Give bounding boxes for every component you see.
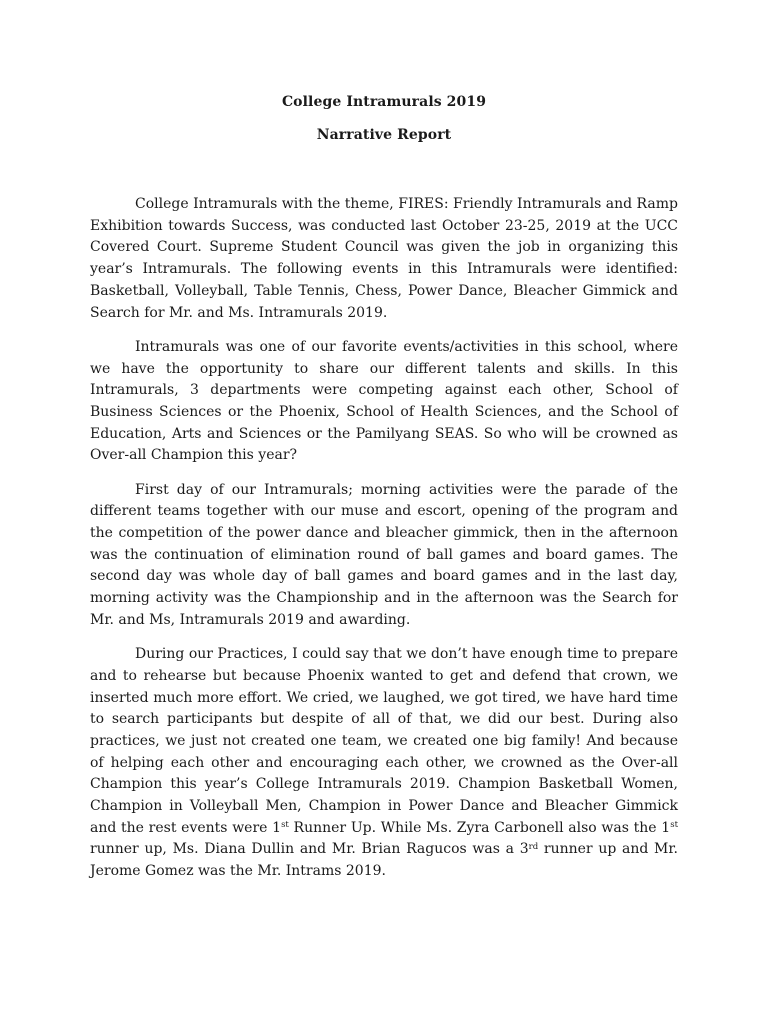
paragraph-3: First day of our Intramurals; morning activities were the parade of the different teams together with our muse and escort, opening of the program and the competition of the power dance and bleacher gimmick, then in the afternoon was the continuation of elimination round of ball games and board games. The second day was whole day of ball games and board games and in the last day, morning activity was the Championship and in the afternoon was the Search for Mr. and Ms, Intramurals 2019 and awarding. (90, 481, 678, 628)
document-body (90, 194, 678, 895)
ordinal-suffix: st (281, 820, 289, 831)
ordinal-suffix: rd (528, 841, 539, 852)
paragraph-4-segment: Runner Up. While Ms. Zyra Carbonell also was the 1 (288, 819, 671, 836)
paragraph-1: College Intramurals with the theme, FIRES: Friendly Intramurals and Ramp Exhibition towards Success, was conducted last October 23-25, 2019 at the UCC Covered Court. Supreme Student Council was given the job in organizing this year’s Intramurals. The following events in this Intramurals were identified: Basketball, Volleyball, Table Tennis, Chess, Power Dance, Bleacher Gimmick and Search for Mr. and Ms. Intramurals 2019. (90, 196, 678, 321)
paragraph-4-segment: runner up, Ms. Diana Dullin and Mr. Brian Ragucos was a 3 (90, 841, 529, 858)
paragraph-4-segment: During our Practices, I could say that we don’t have enough time to prepare and to rehearse but because Phoenix wanted to get and defend that crown, we inserted much more effort. We cried, we laughed, we got tired, we have hard time to search participants but despite of all of that, we did our best. During also practices, we just not created one team, we created one big family! And because of helping each other and encouraging each other, we crowned as the Over-all Champion this year’s College Intramurals 2019. Champion Basketball Women, Champion in Volleyball Men, Champion in Power Dance and Bleacher Gimmick and the rest events were 1 (90, 646, 678, 836)
document-subtitle: Narrative Report (316, 127, 452, 143)
ordinal-suffix: st (670, 820, 678, 831)
document-title: College Intramurals 2019 (281, 94, 487, 110)
paragraph-4-segment: runner up and Mr. Jerome Gomez was the Mr. Intrams 2019. (90, 841, 678, 880)
paragraph-4 (90, 644, 678, 883)
paragraph-2: Intramurals was one of our favorite events/activities in this school, where we have the opportunity to share our different talents and skills. In this Intramurals, 3 departments were competing against each other, School of Business Sciences or the Phoenix, School of Health Sciences, and the School of Education, Arts and Sciences or the Pamilyang SEAS. So who will be crowned as Over-all Champion this year? (90, 338, 678, 464)
